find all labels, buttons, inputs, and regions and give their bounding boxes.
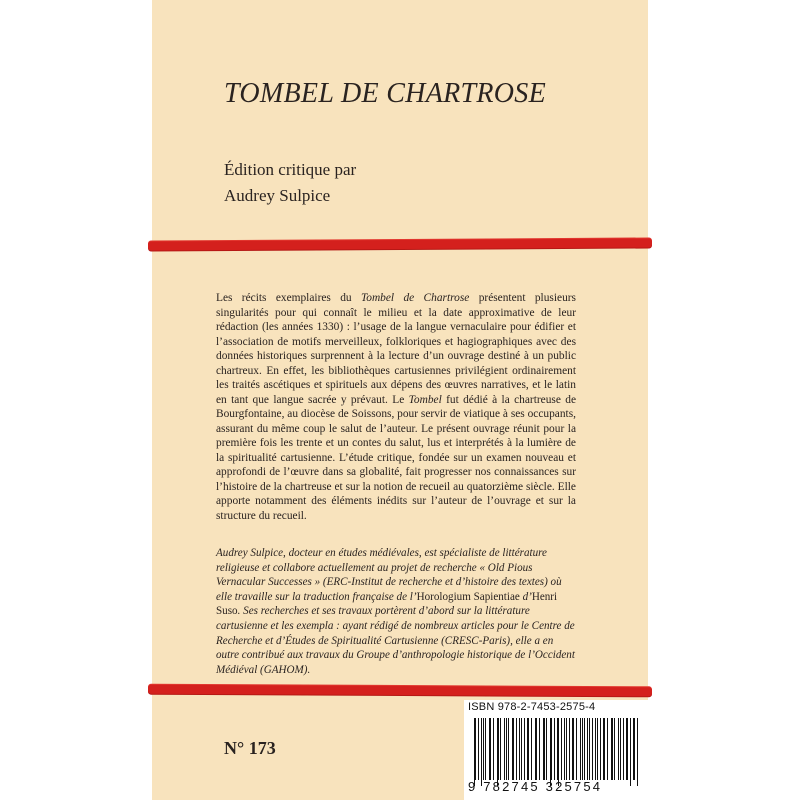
barcode-bar — [618, 718, 619, 780]
text-segment: d’ — [519, 590, 532, 603]
book-title: TOMBEL DE CHARTROSE — [224, 78, 547, 109]
text-segment: Horologium Sapientiae — [416, 590, 520, 603]
text-segment: Tombel — [408, 393, 442, 406]
barcode-bar — [614, 718, 615, 780]
edition-line: Édition critique par — [224, 160, 357, 179]
text-segment: Tombel de Chartrose — [360, 292, 470, 304]
series-number: N° 173 — [224, 738, 276, 758]
barcode-bar — [521, 718, 522, 780]
barcode-bar — [564, 718, 565, 780]
red-band-bottom — [148, 685, 652, 697]
barcode-bar — [587, 718, 588, 780]
barcode-bar — [604, 718, 605, 780]
isbn-barcode — [464, 700, 648, 800]
barcode-bar — [500, 718, 501, 780]
barcode-bar — [528, 718, 529, 780]
text-segment: Henri Suso — [216, 590, 558, 618]
text-segment: . Ses recherches et ses travaux portèrent d’abord sur la littérature cartusienne et les exempla : ayant rédigé de nombreux articles pour le Centre de Recherche et d’Études de Spiritualité Cartusienne (CRESC-Paris), elle a en outre contribué aux travaux du Groupe d’anthropologie historique de l’Occident Médiéval (GAHOM). — [216, 605, 575, 676]
barcode-bar — [573, 718, 574, 780]
barcode-bar — [576, 718, 577, 780]
barcode-bar — [531, 718, 532, 780]
text-segment: Audrey Sulpice, docteur en études médiévales, est spécialiste de littérature religieuse et collabore actuellement au projet de recherche « Old Pious Vernacular Successes » (ERC-Institut de recherche et d’histoire des textes) où elle travaille sur la traduction française de l’ — [216, 547, 562, 603]
barcode-bar — [504, 718, 505, 780]
author-biography — [216, 546, 578, 677]
barcode-bar — [490, 718, 491, 780]
red-band-top — [148, 238, 652, 250]
barcode-bars — [474, 718, 640, 780]
book-summary — [216, 291, 576, 523]
barcode-bar — [597, 718, 598, 780]
text-segment: présentent plusieurs singularités pour qui connaît le milieu et la date approximative de leur rédaction (les années 1330) : l’usage de la langue vernaculaire pour édifier et l’association de motifs merveilleux, folkloriques et hagiographiques avec des données historiques surprennent à la lecture d’un ouvrage destiné à un public chartreux. En effet, les bibliothèques cartusiennes privilégient ordinairement les traités ascétiques et spirituels aux dépens des œuvres narratives, et le latin en tant que langue sacrée y prévaut. Le — [216, 292, 576, 406]
text-segment: fut dédié à la chartreuse de Bourgfontaine, au diocèse de Soissons, pour servir de viatique à ses occupants, assurant du même coup le salut de l’auteur. Le présent ouvrage réunit pour la première fois les trente et un contes du salut, lus et interprétés à la lumière de la spiritualité cartusienne. L’étude critique, fondée sur un examen nouveau et approfondi de l’œuvre dans sa globalité, fait progresser nos connaissances sur l’histoire de la chartreuse et sur la notion de recueil au quatorzième siècle. Elle apporte notamment des éléments inédits sur l’auteur de l’ouvrage et sur la structure du recueil. — [216, 393, 576, 522]
barcode-bar — [513, 718, 514, 780]
barcode-bar — [589, 718, 590, 780]
barcode-bar — [483, 718, 484, 780]
barcode-digits: 9 782745 325754 — [468, 779, 603, 794]
book-back-cover — [152, 0, 648, 800]
barcode-bar — [561, 718, 562, 780]
text-segment: Les récits exemplaires du — [216, 292, 361, 304]
barcode-bar — [536, 718, 537, 780]
isbn-label: ISBN 978-2-7453-2575-4 — [468, 701, 596, 713]
author-name: Audrey Sulpice — [224, 186, 331, 205]
